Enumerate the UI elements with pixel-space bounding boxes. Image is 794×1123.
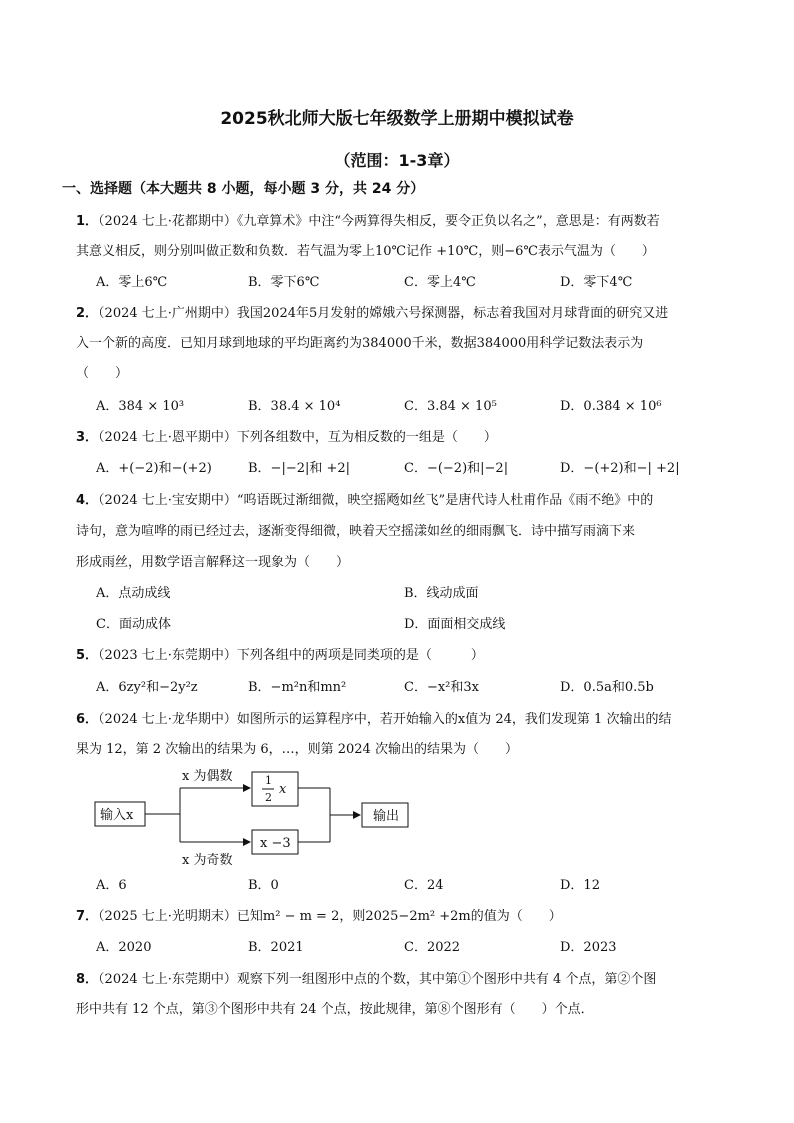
option-d: D．零下4℃: [560, 275, 633, 290]
question-4-line-1: 4．（2024 七上·宝安期中）“呜语既过渐细微，映空摇飏如丝飞”是唐代诗人杜甫作品《雨不绝》中的: [76, 493, 654, 508]
option-b: B．−m²n和mn²: [248, 680, 347, 695]
option-b: B．线动成面: [404, 586, 479, 601]
fraction-denominator: 2: [265, 791, 272, 804]
option-c: C．24: [404, 878, 444, 893]
odd-label: x 为奇数: [182, 853, 233, 868]
option-b: B．0: [248, 878, 279, 893]
half-box: [252, 772, 298, 806]
question-number: 4．: [76, 493, 99, 508]
option-b: B．零下6℃: [248, 275, 320, 290]
option-a: A．2020: [96, 940, 152, 955]
option-c: C．−(−2)和|−2|: [404, 461, 509, 476]
minus3-label: x −3: [260, 836, 291, 851]
flowchart-diagram: [90, 768, 430, 868]
option-c: C．面动成体: [96, 617, 171, 632]
option-a: A．384 × 10³: [96, 399, 185, 414]
option-d: D．2023: [560, 940, 617, 955]
option-d: D．0.5a和0.5b: [560, 680, 654, 695]
even-label: x 为偶数: [182, 769, 233, 784]
option-d: D．面面相交成线: [404, 617, 506, 632]
option-a: A．点动成线: [96, 586, 171, 601]
question-number: 3．: [76, 430, 99, 445]
page-subtitle: （范围：1-3章）: [334, 151, 460, 170]
question-3-line-1: 3．（2024 七上·恩平期中）下列各组数中，互为相反数的一组是（ ）: [76, 430, 497, 445]
question-2-line-1: 2．（2024 七上·广州期中）我国2024年5月发射的嫦娥六号探测器，标志着我国对月球背面的研究又进: [76, 306, 669, 321]
question-2-line-2: 入一个新的高度．已知月球到地球的平均距离约为384000千米，数据384000用科学记数法表示为: [76, 336, 644, 351]
option-b: B．2021: [248, 940, 304, 955]
question-8-line-1: 8．（2024 七上·东莞期中）观察下列一组图形中点的个数，其中第①个图形中共有 4 个点，第②个图: [76, 972, 657, 987]
question-number: 2．: [76, 306, 99, 321]
question-number: 8．: [76, 972, 99, 987]
option-a: A．6: [96, 878, 127, 893]
output-label: 输出: [373, 809, 400, 824]
option-d: D．0.384 × 10⁶: [560, 399, 662, 414]
option-c: C．−x²和3x: [404, 680, 479, 695]
fraction-numerator: 1: [265, 774, 272, 787]
question-7-line-1: 7．（2025 七上·光明期末）已知m² − m = 2，则2025−2m² +2m的值为（ ）: [76, 909, 562, 924]
option-a: A．6zy²和−2y²z: [96, 680, 198, 695]
option-c: C．3.84 × 10⁵: [404, 399, 497, 414]
question-8-line-2: 形中共有 12 个点，第③个图形中共有 24 个点，按此规律，第⑧个图形有（ ）个点．: [76, 1002, 594, 1017]
option-b: B．38.4 × 10⁴: [248, 399, 341, 414]
question-6-line-1: 6．（2024 七上·龙华期中）如图所示的运算程序中，若开始输入的x值为 24，我们发现第 1 次输出的结: [76, 712, 672, 727]
option-c: C．2022: [404, 940, 461, 955]
option-d: D．12: [560, 878, 600, 893]
question-1-line-2: 其意义相反，则分别叫做正数和负数．若气温为零上10℃记作 +10℃，则−6℃表示气温为（ ）: [76, 244, 655, 259]
question-4-line-3: 形成雨丝，用数学语言解释这一现象为（ ）: [76, 555, 350, 570]
question-6-line-2: 果为 12，第 2 次输出的结果为 6，…，则第 2024 次输出的结果为（ ）: [76, 742, 518, 757]
question-number: 5．: [76, 648, 99, 663]
question-1-line-1: 1．（2024 七上·花都期中）《九章算术》中注“今两算得失相反，要令正负以名之”，意思是：有两数若: [76, 214, 660, 229]
option-b: B．−|−2|和 +2|: [248, 461, 351, 476]
input-label: 输入x: [100, 808, 134, 823]
option-a: A．零上6℃: [96, 275, 168, 290]
option-d: D．−(+2)和−| +2|: [560, 461, 680, 476]
question-4-line-2: 诗句，意为喧哗的雨已经过去，逐渐变得细微，映着天空摇漾如丝的细雨飘飞．诗中描写雨滴下来: [76, 524, 636, 539]
page-title: 2025秋北师大版七年级数学上册期中模拟试卷: [220, 109, 574, 129]
question-number: 7．: [76, 909, 99, 924]
question-2-line-3: （ ）: [76, 366, 129, 381]
question-5-line-1: 5．（2023 七上·东莞期中）下列各组中的两项是同类项的是（ ）: [76, 648, 484, 663]
question-number: 6．: [76, 712, 99, 727]
question-number: 1．: [76, 214, 99, 229]
option-c: C．零上4℃: [404, 275, 476, 290]
section-heading: 一、选择题（本大题共 8 小题，每小题 3 分，共 24 分）: [62, 181, 425, 197]
fraction-variable: x: [279, 782, 287, 797]
option-a: A．+(−2)和−(+2): [96, 461, 212, 476]
